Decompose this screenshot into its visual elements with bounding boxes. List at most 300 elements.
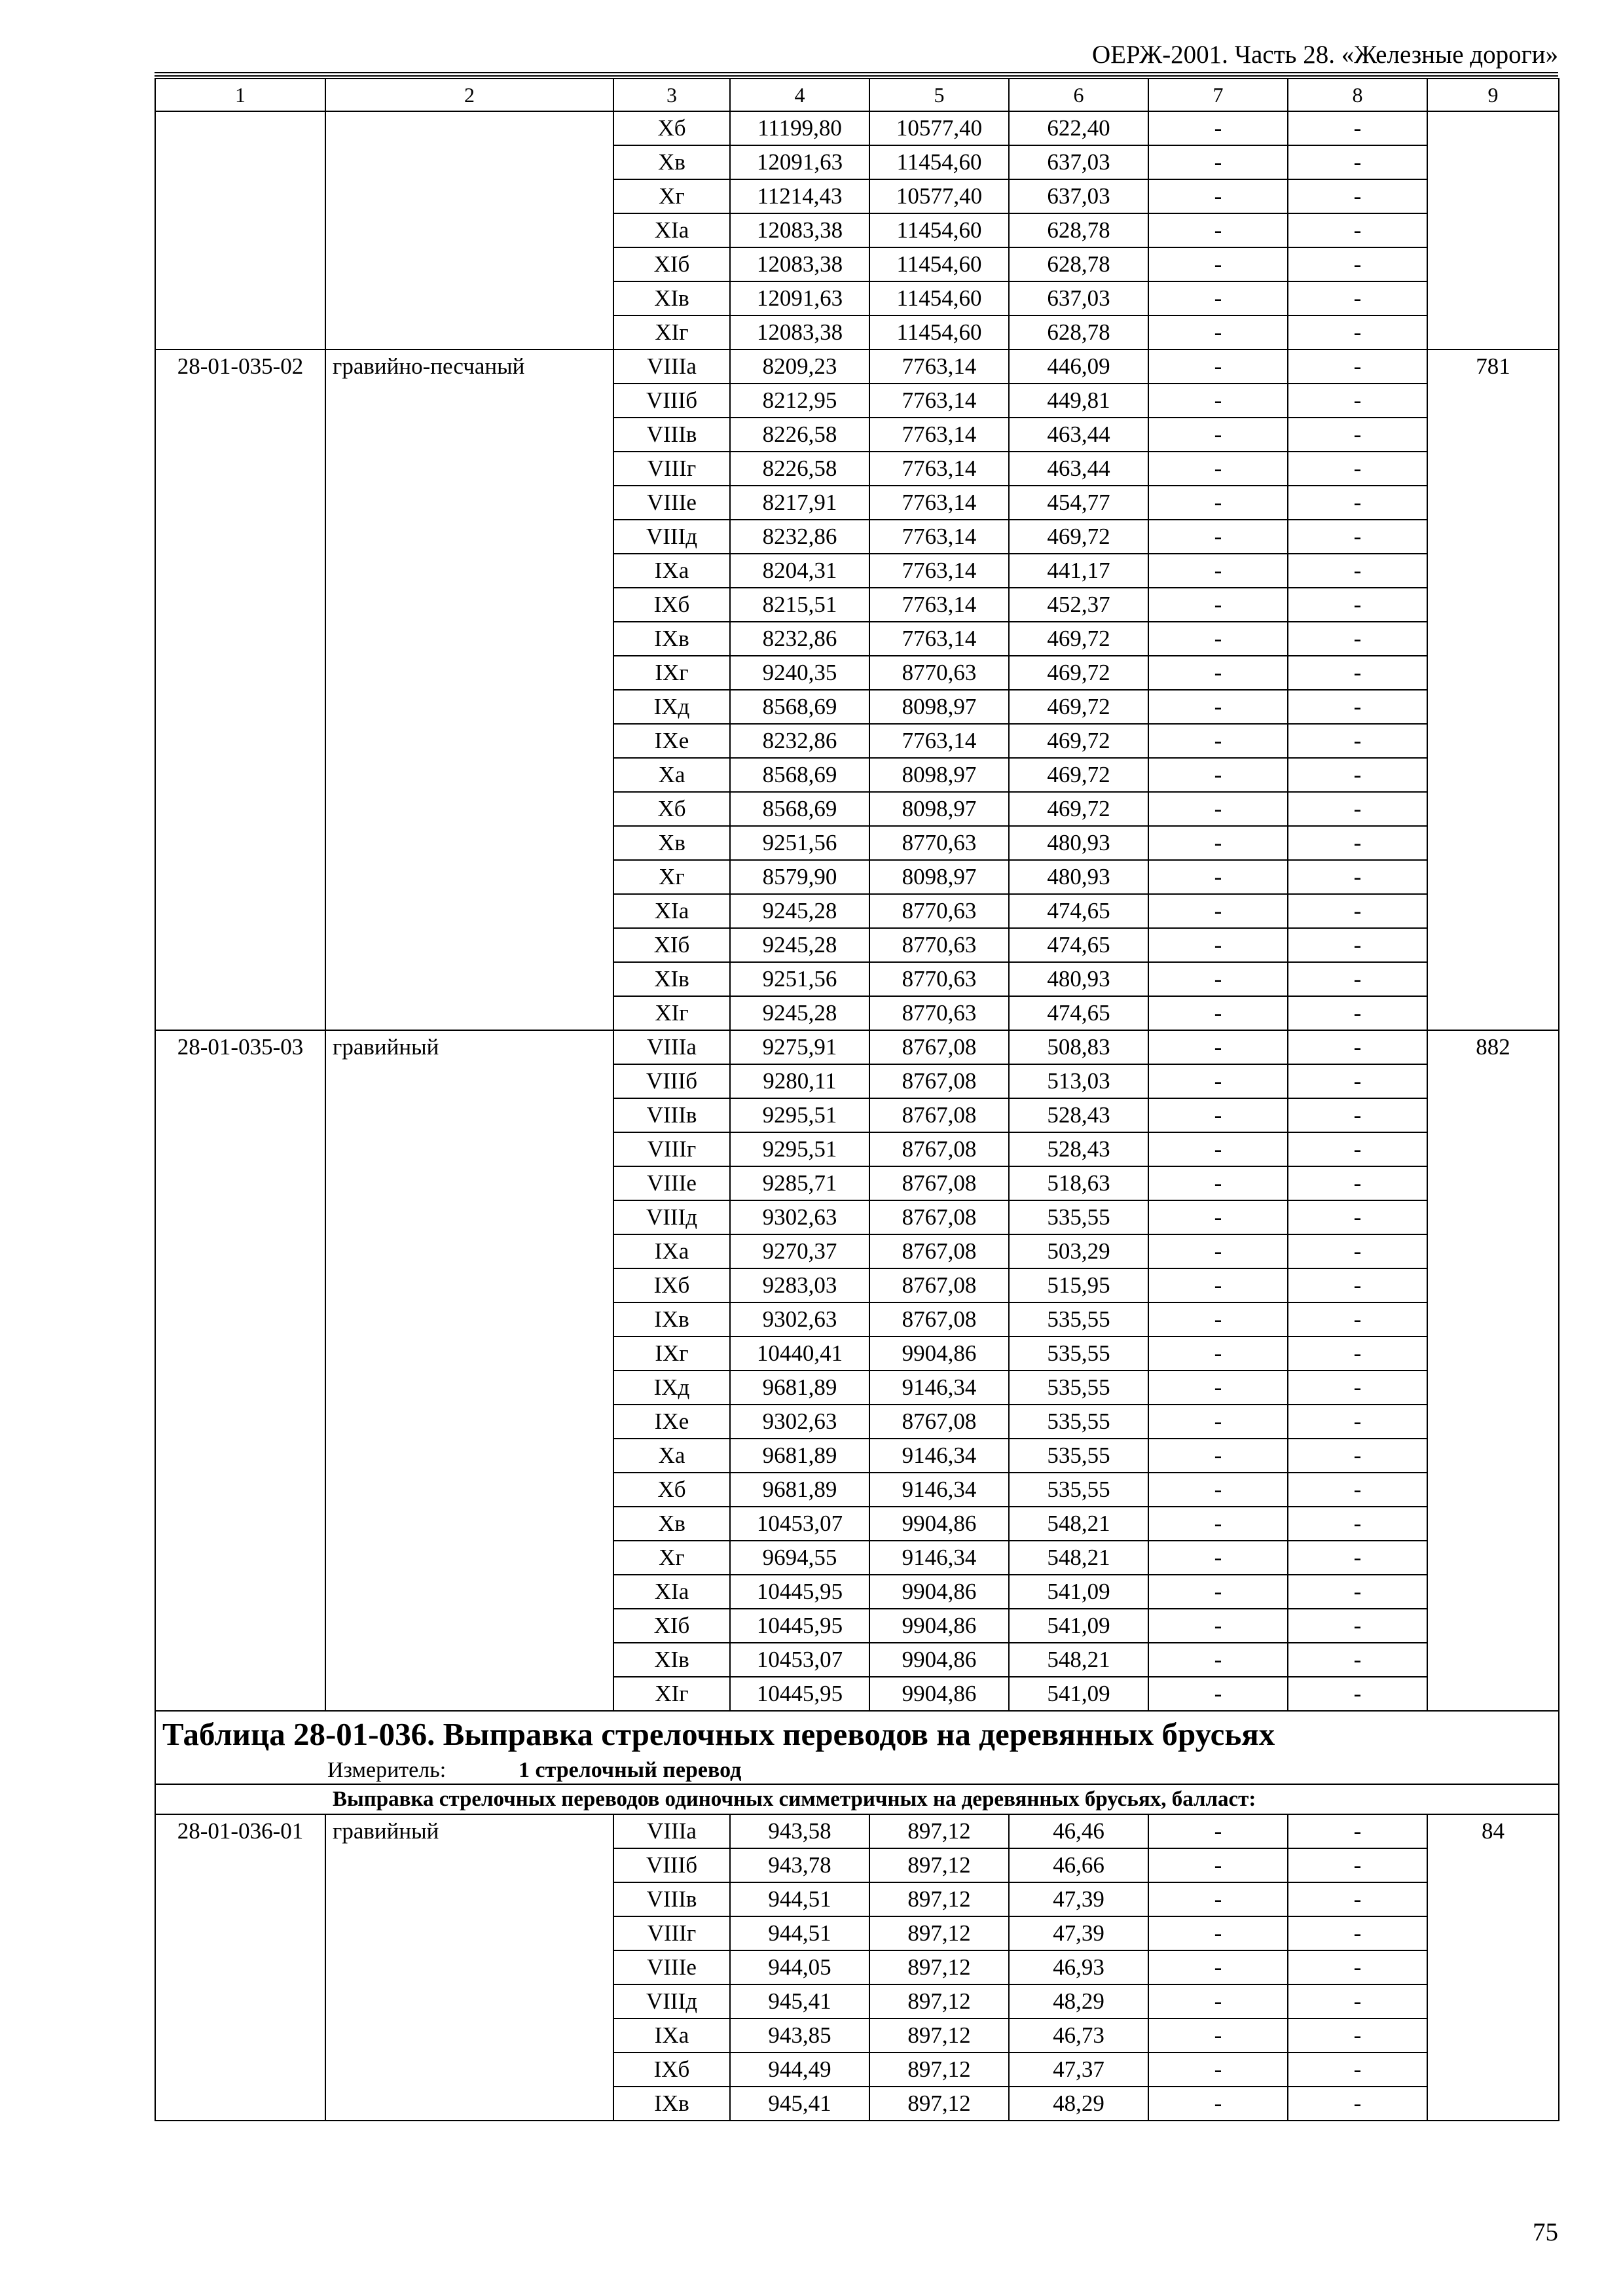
table-cell: - [1148, 758, 1288, 792]
table-cell: 8770,63 [869, 996, 1009, 1030]
table-cell: - [1148, 281, 1288, 315]
table-cell: 944,49 [730, 2053, 869, 2087]
table-cell: Xб [613, 1473, 730, 1507]
table-cell: 10453,07 [730, 1643, 869, 1677]
table-cell: 8232,86 [730, 520, 869, 554]
table-cell: 9146,34 [869, 1371, 1009, 1405]
table-cell: XIв [613, 962, 730, 996]
table-cell: 441,17 [1009, 554, 1148, 588]
table-cell: 9295,51 [730, 1132, 869, 1166]
table-cell: VIIIд [613, 1200, 730, 1234]
table-cell: - [1148, 486, 1288, 520]
table-cell: 9904,86 [869, 1643, 1009, 1677]
table-cell: - [1288, 1848, 1427, 1882]
rate-code: 28-01-035-02 [155, 350, 325, 1030]
table-cell: IXд [613, 1371, 730, 1405]
table-cell: 622,40 [1009, 111, 1148, 145]
table-cell: 10445,95 [730, 1575, 869, 1609]
table-cell: - [1148, 1643, 1288, 1677]
column-number: 4 [730, 79, 869, 111]
table-cell: Xб [613, 111, 730, 145]
table-cell: - [1288, 1984, 1427, 2018]
table-cell: 12083,38 [730, 247, 869, 281]
table-cell: 7763,14 [869, 418, 1009, 452]
table-cell: - [1288, 350, 1427, 384]
table-cell: - [1148, 1609, 1288, 1643]
table-cell: 9302,63 [730, 1200, 869, 1234]
table-cell: - [1288, 315, 1427, 350]
table-cell: - [1148, 826, 1288, 860]
table-cell: - [1288, 179, 1427, 213]
table-cell: - [1288, 1541, 1427, 1575]
table-cell: 9240,35 [730, 656, 869, 690]
table-cell: 535,55 [1009, 1371, 1148, 1405]
table-cell: - [1148, 928, 1288, 962]
table-cell: 8770,63 [869, 826, 1009, 860]
rates-table [155, 78, 1559, 2121]
table-cell: 628,78 [1009, 247, 1148, 281]
table-cell: - [1288, 1336, 1427, 1371]
table-cell: 8098,97 [869, 860, 1009, 894]
table-cell: 480,93 [1009, 826, 1148, 860]
table-cell: - [1148, 1302, 1288, 1336]
table-cell: 480,93 [1009, 962, 1148, 996]
column-number-row [155, 79, 1559, 111]
table-cell: - [1288, 1030, 1427, 1064]
table-cell: - [1288, 2018, 1427, 2053]
measure-label: Измеритель: [327, 1758, 447, 1782]
table-cell: 535,55 [1009, 1405, 1148, 1439]
table-cell: Xб [613, 792, 730, 826]
table-cell: - [1288, 996, 1427, 1030]
table-cell: - [1288, 962, 1427, 996]
table-cell: - [1288, 1371, 1427, 1405]
table-cell: 7763,14 [869, 554, 1009, 588]
table-cell: 48,29 [1009, 2087, 1148, 2121]
table-cell: 10577,40 [869, 111, 1009, 145]
table-cell: Xг [613, 1541, 730, 1575]
table-cell: 637,03 [1009, 145, 1148, 179]
table-cell: 9283,03 [730, 1268, 869, 1302]
table-cell: XIг [613, 1677, 730, 1711]
table-cell: - [1288, 145, 1427, 179]
table-cell: VIIIе [613, 1166, 730, 1200]
table-cell: 9270,37 [730, 1234, 869, 1268]
table-cell: 8568,69 [730, 690, 869, 724]
table-cell: - [1148, 1371, 1288, 1405]
table-cell: 628,78 [1009, 315, 1148, 350]
table-cell: XIб [613, 1609, 730, 1643]
table-cell: - [1288, 758, 1427, 792]
table-cell: 535,55 [1009, 1302, 1148, 1336]
subheading: Выправка стрелочных переводов одиночных симметричных на деревянных брусьях, балласт: [155, 1784, 1559, 1814]
table-cell: 9681,89 [730, 1371, 869, 1405]
table-title-row [155, 1711, 1559, 1757]
table-cell: - [1288, 452, 1427, 486]
table-cell: 8767,08 [869, 1098, 1009, 1132]
table-cell: - [1148, 1507, 1288, 1541]
table-cell: - [1288, 860, 1427, 894]
column-number: 6 [1009, 79, 1148, 111]
table-cell: XIб [613, 247, 730, 281]
table-cell: 9904,86 [869, 1507, 1009, 1541]
table-cell: - [1148, 145, 1288, 179]
table-cell: VIIIд [613, 1984, 730, 2018]
table-cell: 9275,91 [730, 1030, 869, 1064]
table-cell: IXе [613, 1405, 730, 1439]
table-cell: - [1288, 792, 1427, 826]
table-cell: 469,72 [1009, 758, 1148, 792]
table-cell: 474,65 [1009, 996, 1148, 1030]
table-cell: 9146,34 [869, 1541, 1009, 1575]
table-cell: 474,65 [1009, 928, 1148, 962]
table-cell: 12091,63 [730, 145, 869, 179]
table-cell: VIIIа [613, 1814, 730, 1848]
table-cell: 9302,63 [730, 1405, 869, 1439]
col9-value: 781 [1427, 350, 1559, 1030]
rate-code: 28-01-035-03 [155, 1030, 325, 1711]
table-cell: 944,05 [730, 1950, 869, 1984]
table-cell: 9681,89 [730, 1473, 869, 1507]
column-number: 1 [155, 79, 325, 111]
header-rule-double [155, 75, 1558, 77]
table-cell: 8098,97 [869, 792, 1009, 826]
table-cell: 11454,60 [869, 145, 1009, 179]
table-cell: - [1148, 1268, 1288, 1302]
measure-value: 1 стрелочный перевод [519, 1758, 742, 1782]
table-cell: 515,95 [1009, 1268, 1148, 1302]
table-cell: VIIIд [613, 520, 730, 554]
table-cell: - [1288, 690, 1427, 724]
table-cell: VIIIб [613, 1848, 730, 1882]
table-cell: - [1288, 1643, 1427, 1677]
table-cell: IXа [613, 1234, 730, 1268]
rate-code: 28-01-036-01 [155, 1814, 325, 2121]
table-cell: 8212,95 [730, 384, 869, 418]
table-cell: - [1288, 1064, 1427, 1098]
table-cell: 10577,40 [869, 179, 1009, 213]
table-cell: IXб [613, 2053, 730, 2087]
table-cell: 449,81 [1009, 384, 1148, 418]
table-cell: - [1148, 792, 1288, 826]
table-cell: - [1288, 1302, 1427, 1336]
table-cell: - [1148, 1064, 1288, 1098]
table-cell: - [1148, 520, 1288, 554]
table-cell: VIIIв [613, 1882, 730, 1916]
table-cell: - [1148, 2087, 1288, 2121]
table-cell: 46,66 [1009, 1848, 1148, 1882]
table-cell: - [1288, 1882, 1427, 1916]
table-cell: XIа [613, 1575, 730, 1609]
table-cell: - [1148, 111, 1288, 145]
table-cell: 541,09 [1009, 1609, 1148, 1643]
table-cell: 8767,08 [869, 1302, 1009, 1336]
table-cell: XIг [613, 996, 730, 1030]
table-cell: VIIIв [613, 1098, 730, 1132]
table-cell: 897,12 [869, 1882, 1009, 1916]
table-cell: 8770,63 [869, 928, 1009, 962]
table-cell: 9904,86 [869, 1336, 1009, 1371]
table-cell: 945,41 [730, 1984, 869, 2018]
table-cell: - [1288, 1234, 1427, 1268]
ballast-type: гравийно-песчаный [325, 350, 613, 1030]
table-body [155, 79, 1559, 2121]
table-cell: 469,72 [1009, 724, 1148, 758]
table-cell: 46,93 [1009, 1950, 1148, 1984]
table-cell: - [1148, 1336, 1288, 1371]
table-cell: - [1148, 860, 1288, 894]
table-cell: - [1288, 1916, 1427, 1950]
table-cell: Xв [613, 1507, 730, 1541]
table-cell: 47,39 [1009, 1916, 1148, 1950]
table-cell: 8770,63 [869, 894, 1009, 928]
table-cell: 7763,14 [869, 384, 1009, 418]
table-cell: Xв [613, 826, 730, 860]
table-cell: - [1288, 2053, 1427, 2087]
table-cell: - [1148, 1234, 1288, 1268]
table-cell: - [1288, 2087, 1427, 2121]
table-cell: 11214,43 [730, 179, 869, 213]
table-cell: VIIIг [613, 1916, 730, 1950]
table-cell: - [1288, 1132, 1427, 1166]
ballast-type: гравийный [325, 1814, 613, 2121]
table-cell: 7763,14 [869, 724, 1009, 758]
table-cell: - [1148, 690, 1288, 724]
table-cell: 10445,95 [730, 1609, 869, 1643]
table-cell: VIIIб [613, 384, 730, 418]
table-cell: - [1148, 622, 1288, 656]
table-cell: 9245,28 [730, 894, 869, 928]
table-cell: 943,85 [730, 2018, 869, 2053]
table-cell: 7763,14 [869, 350, 1009, 384]
table-cell: 897,12 [869, 1814, 1009, 1848]
table-cell: 8767,08 [869, 1064, 1009, 1098]
table-row [155, 1030, 1559, 1064]
table-cell: 9904,86 [869, 1677, 1009, 1711]
table-cell: IXг [613, 656, 730, 690]
table-cell: 10440,41 [730, 1336, 869, 1371]
table-cell: XIв [613, 1643, 730, 1677]
table-cell: - [1148, 1984, 1288, 2018]
table-cell: 11454,60 [869, 315, 1009, 350]
table-cell: 11454,60 [869, 247, 1009, 281]
table-cell: 8209,23 [730, 350, 869, 384]
table-cell: 9904,86 [869, 1609, 1009, 1643]
table-cell: 9245,28 [730, 928, 869, 962]
table-cell: - [1288, 1609, 1427, 1643]
table-cell: 469,72 [1009, 622, 1148, 656]
table-cell: - [1148, 2018, 1288, 2053]
table-cell: 469,72 [1009, 792, 1148, 826]
table-cell: - [1288, 1677, 1427, 1711]
table-row [155, 111, 1559, 145]
table-cell: 8770,63 [869, 962, 1009, 996]
table-cell: 11454,60 [869, 213, 1009, 247]
table-cell: - [1148, 1916, 1288, 1950]
measure-row [155, 1757, 1559, 1784]
table-cell: - [1148, 179, 1288, 213]
table-cell: 944,51 [730, 1882, 869, 1916]
table-cell: - [1148, 1473, 1288, 1507]
table-cell: 9146,34 [869, 1473, 1009, 1507]
table-cell: 12091,63 [730, 281, 869, 315]
table-cell: 9245,28 [730, 996, 869, 1030]
table-cell: - [1288, 1507, 1427, 1541]
table-cell: - [1148, 1950, 1288, 1984]
table-cell: 463,44 [1009, 452, 1148, 486]
table-cell: - [1148, 418, 1288, 452]
table-cell: 541,09 [1009, 1677, 1148, 1711]
table-row [155, 350, 1559, 384]
table-cell: 7763,14 [869, 588, 1009, 622]
table-cell: 12083,38 [730, 315, 869, 350]
table-cell: - [1148, 315, 1288, 350]
table-cell: IXе [613, 724, 730, 758]
table-cell: - [1288, 418, 1427, 452]
table-cell: - [1148, 452, 1288, 486]
table-cell: 943,78 [730, 1848, 869, 1882]
table-cell: - [1148, 350, 1288, 384]
table-cell: IXб [613, 588, 730, 622]
table-cell: - [1148, 1575, 1288, 1609]
table-cell: - [1288, 554, 1427, 588]
table-cell: - [1288, 1098, 1427, 1132]
table-cell: 480,93 [1009, 860, 1148, 894]
table-cell: - [1148, 1098, 1288, 1132]
table-cell: - [1288, 520, 1427, 554]
table-cell: - [1148, 1541, 1288, 1575]
table-cell: - [1148, 554, 1288, 588]
table-cell: 474,65 [1009, 894, 1148, 928]
table-cell: 452,37 [1009, 588, 1148, 622]
table-cell: 8568,69 [730, 792, 869, 826]
col9-value [1427, 111, 1559, 350]
table-cell: 944,51 [730, 1916, 869, 1950]
table-cell: 463,44 [1009, 418, 1148, 452]
page-header: ОЕРЖ-2001. Часть 28. «Железные дороги» [1091, 41, 1558, 69]
table-cell: VIIIг [613, 1132, 730, 1166]
table-cell: - [1288, 894, 1427, 928]
table-cell: - [1148, 1439, 1288, 1473]
table-cell: - [1148, 1814, 1288, 1848]
table-cell: 9146,34 [869, 1439, 1009, 1473]
table-cell: - [1288, 486, 1427, 520]
table-cell: - [1148, 2053, 1288, 2087]
table-cell: - [1288, 1814, 1427, 1848]
table-cell: IXа [613, 554, 730, 588]
table-cell: 9280,11 [730, 1064, 869, 1098]
table-cell: 9285,71 [730, 1166, 869, 1200]
ballast-type: гравийный [325, 1030, 613, 1711]
table-cell: IXв [613, 622, 730, 656]
table-cell: - [1148, 1882, 1288, 1916]
table-cell: - [1148, 1405, 1288, 1439]
table-cell: - [1148, 1166, 1288, 1200]
table-cell: 10453,07 [730, 1507, 869, 1541]
table-cell: 7763,14 [869, 622, 1009, 656]
table-cell: 513,03 [1009, 1064, 1148, 1098]
table-cell: - [1288, 588, 1427, 622]
table-cell: Xа [613, 758, 730, 792]
table-cell: VIIIб [613, 1064, 730, 1098]
table-cell: 469,72 [1009, 656, 1148, 690]
column-number: 9 [1427, 79, 1559, 111]
table-cell: IXб [613, 1268, 730, 1302]
table-cell: VIIIа [613, 350, 730, 384]
table-cell: 46,46 [1009, 1814, 1148, 1848]
table-cell: - [1288, 111, 1427, 145]
column-number: 3 [613, 79, 730, 111]
table-cell: 628,78 [1009, 213, 1148, 247]
table-cell: 8232,86 [730, 724, 869, 758]
table-cell: - [1288, 213, 1427, 247]
table-cell: 897,12 [869, 1950, 1009, 1984]
table-cell: - [1288, 622, 1427, 656]
table-cell: IXв [613, 1302, 730, 1336]
table-cell: 897,12 [869, 2053, 1009, 2087]
table-cell: Xа [613, 1439, 730, 1473]
table-cell: - [1288, 281, 1427, 315]
table-cell: 12083,38 [730, 213, 869, 247]
column-number: 5 [869, 79, 1009, 111]
table-cell: 8767,08 [869, 1166, 1009, 1200]
table-cell: - [1288, 1268, 1427, 1302]
table-cell: 9694,55 [730, 1541, 869, 1575]
table-cell: - [1288, 928, 1427, 962]
table-cell: 535,55 [1009, 1439, 1148, 1473]
table-cell: 9251,56 [730, 962, 869, 996]
table-cell: 897,12 [869, 1848, 1009, 1882]
table-cell: 454,77 [1009, 486, 1148, 520]
table-row [155, 1814, 1559, 1848]
table-cell: - [1288, 1405, 1427, 1439]
table-cell: 637,03 [1009, 281, 1148, 315]
table-cell: XIб [613, 928, 730, 962]
table-cell: - [1288, 1473, 1427, 1507]
measure-cell [155, 1757, 1559, 1784]
table-cell: VIIIа [613, 1030, 730, 1064]
table-cell: 11454,60 [869, 281, 1009, 315]
table-cell: 8767,08 [869, 1234, 1009, 1268]
table-cell: 548,21 [1009, 1643, 1148, 1677]
table-cell: 8568,69 [730, 758, 869, 792]
table-cell: 8579,90 [730, 860, 869, 894]
table-cell: - [1148, 656, 1288, 690]
table-cell: - [1288, 1200, 1427, 1234]
subheading-row [155, 1784, 1559, 1814]
table-cell: XIг [613, 315, 730, 350]
table-cell: 11199,80 [730, 111, 869, 145]
table-cell: 8098,97 [869, 690, 1009, 724]
column-number: 8 [1288, 79, 1427, 111]
table-cell: 8767,08 [869, 1200, 1009, 1234]
table-cell: - [1148, 1200, 1288, 1234]
table-cell: 897,12 [869, 1984, 1009, 2018]
table-cell: 8232,86 [730, 622, 869, 656]
table-cell: 943,58 [730, 1814, 869, 1848]
table-cell: IXа [613, 2018, 730, 2053]
table-cell: VIIIе [613, 486, 730, 520]
table-cell: - [1148, 1677, 1288, 1711]
table-cell: - [1288, 656, 1427, 690]
table-cell: - [1148, 894, 1288, 928]
table-cell: 8098,97 [869, 758, 1009, 792]
table-cell: 10445,95 [730, 1677, 869, 1711]
table-cell: VIIIг [613, 452, 730, 486]
col9-value: 882 [1427, 1030, 1559, 1711]
table-cell: 9295,51 [730, 1098, 869, 1132]
table-cell: - [1148, 588, 1288, 622]
